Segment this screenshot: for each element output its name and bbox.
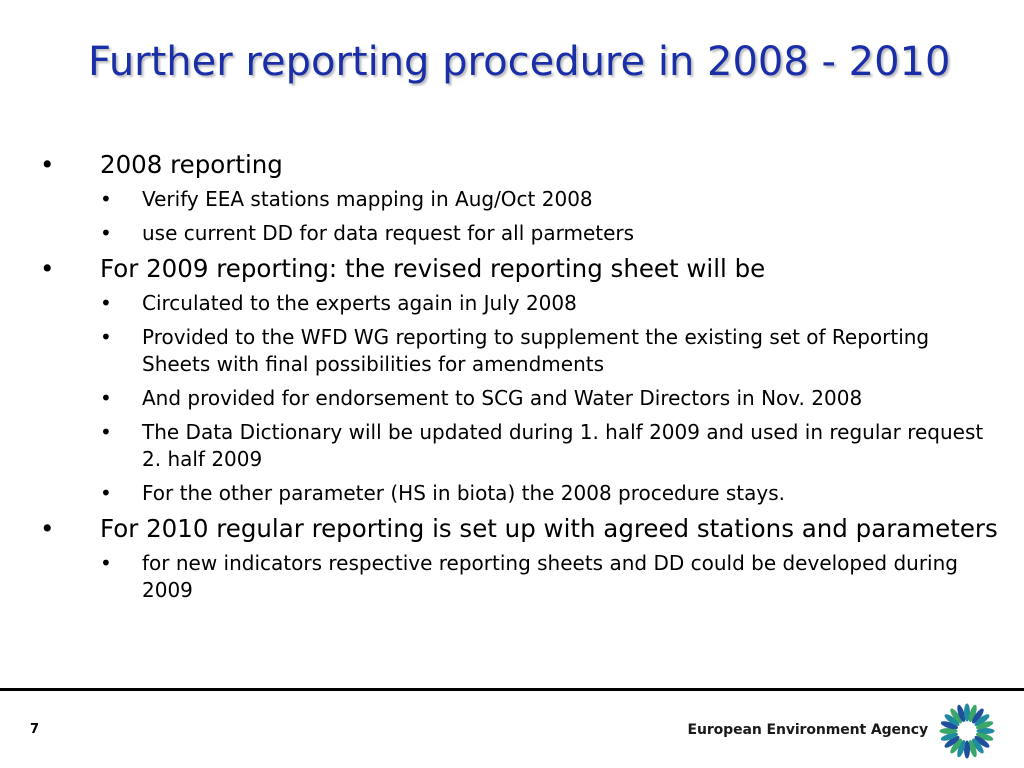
sub-bullet-text: use current DD for data request for all parmeters: [142, 221, 635, 245]
sub-bullet-item: [100, 186, 1000, 213]
bullet-icon: •: [100, 221, 112, 245]
bullet-icon: •: [100, 291, 112, 315]
bullet-icon: •: [40, 150, 55, 179]
sub-bullet-text: The Data Dictionary will be updated during 1. half 2009 and used in regular request 2. half 2009: [142, 420, 984, 471]
slide-title: Further reporting procedure in 2008 - 2010: [88, 39, 951, 85]
bullet-icon: •: [100, 551, 112, 575]
sub-bullet-item: [100, 480, 1000, 507]
bullet-icon: •: [40, 254, 55, 283]
page-number: 7: [30, 722, 40, 737]
bullet-item: [40, 254, 1000, 284]
sub-bullet-item: [100, 220, 1000, 247]
bullet-item: [40, 150, 1000, 180]
sub-bullet-text: for new indicators respective reporting sheets and DD could be developed during 2009: [142, 551, 958, 602]
sub-bullet-item: [100, 290, 1000, 317]
sub-bullet-item: [100, 419, 1000, 473]
sub-bullet-item: [100, 385, 1000, 412]
eea-sunburst-logo-icon: [934, 700, 1000, 762]
sub-bullet-text: And provided for endorsement to SCG and Water Directors in Nov. 2008: [142, 386, 863, 410]
sub-bullet-text: Circulated to the experts again in July 2008: [142, 291, 577, 315]
bullet-icon: •: [100, 386, 112, 410]
agency-name: European Environment Agency: [687, 722, 928, 738]
bullet-icon: •: [100, 481, 112, 505]
sub-bullet-item: [100, 324, 1000, 378]
sub-bullet-text: Verify EEA stations mapping in Aug/Oct 2008: [142, 187, 593, 211]
bullet-text: 2008 reporting: [100, 150, 283, 179]
sub-bullet-item: [100, 550, 1000, 604]
bullet-icon: •: [40, 514, 55, 543]
bullet-icon: •: [100, 420, 112, 444]
sub-bullet-text: Provided to the WFD WG reporting to supplement the existing set of Reporting Sheets with final possibilities for amendments: [142, 325, 930, 376]
slide-body: [40, 150, 1000, 611]
bullet-icon: •: [100, 325, 112, 349]
bullet-text: For 2010 regular reporting is set up with agreed stations and parameters: [100, 514, 998, 543]
bullet-item: [40, 514, 1000, 544]
footer-divider: [0, 688, 1024, 691]
bullet-icon: •: [100, 187, 112, 211]
bullet-text: For 2009 reporting: the revised reporting sheet will be: [100, 254, 766, 283]
sub-bullet-text: For the other parameter (HS in biota) the 2008 procedure stays.: [142, 481, 785, 505]
